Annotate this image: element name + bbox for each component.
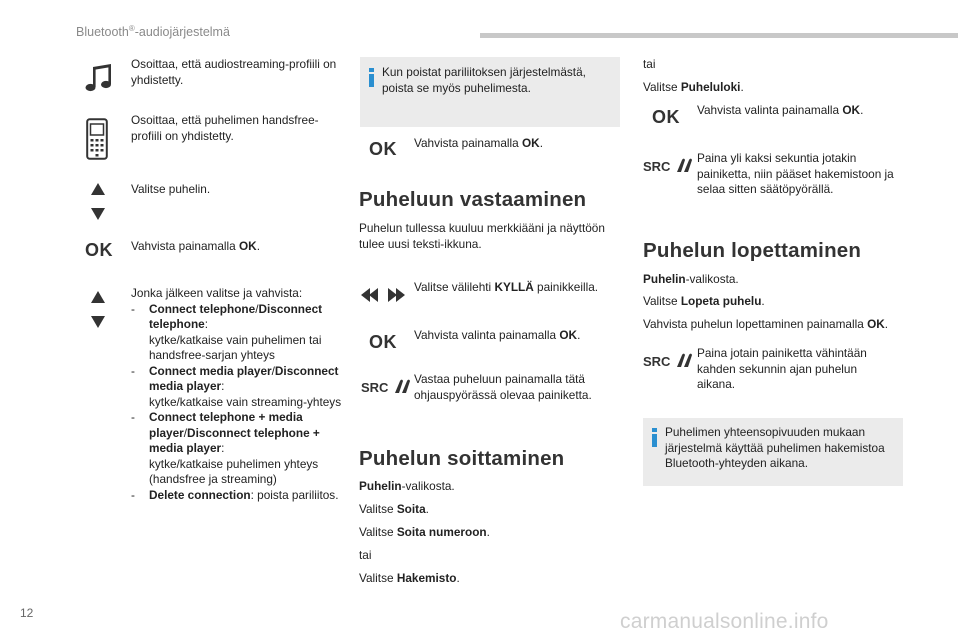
directory-hold-text: Paina yli kaksi sekuntia jotakin painiketta, niin pääset hakemistoon ja selaa sitten säätöpyörällä.: [697, 151, 894, 196]
phone-icon: [86, 118, 108, 160]
handsfree-profile-text: Osoittaa, että puhelimen handsfree-profiili on yhdistetty.: [131, 113, 319, 143]
confirm-ok-text: Vahvista valinta painamalla OK.: [414, 328, 581, 342]
select-phone-text: Valitse puhelin.: [131, 182, 211, 196]
phone-menu-text: Puhelin-valikosta.: [643, 272, 739, 286]
heading-end-call: Puhelun lopettaminen: [643, 239, 862, 262]
src-phone-button-icon: SRC: [643, 157, 693, 176]
page-number: 12: [20, 606, 34, 620]
unpair-note-text: Kun poistat pariliitoksen järjestelmästä, poista se myös puhelimesta.: [382, 65, 586, 95]
select-dial-number-text: Valitse Soita numeroon.: [359, 525, 490, 539]
list-item: - Connect telephone + media player/Disconnect telephone + media player: kytke/katkaise puhelimen yhteys (handsfree ja streaming): [131, 410, 320, 486]
answer-call-text: Puhelun tullessa kuuluu merkkiääni ja näyttöön tulee uusi teksti-ikkuna.: [359, 221, 605, 251]
info-note-box: [643, 418, 903, 486]
left-right-arrows-icon: [361, 287, 405, 303]
list-item: - Connect telephone/Disconnect telephone: kytke/katkaise vain puhelimen tai handsfree-sarjan yhteys: [131, 301, 323, 362]
music-note-icon: [84, 62, 114, 94]
ok-button-icon: OK: [85, 240, 113, 260]
audio-profile-text: Osoittaa, että audiostreaming-profiili on yhdistetty.: [131, 57, 337, 87]
ok-button-icon: OK: [369, 332, 397, 352]
connection-list: [131, 302, 343, 504]
confirm-ok-text: Vahvista painamalla OK.: [131, 239, 260, 253]
compatibility-note-text: Puhelimen yhteensopivuuden mukaan järjestelmä käyttää puhelimen hakemistoa Bluetooth-yhteyden aikana.: [665, 425, 885, 470]
up-down-arrows-icon: [90, 183, 106, 221]
watermark: carmanualsonline.info: [620, 610, 829, 633]
select-tab-text: Valitse välilehti KYLLÄ painikkeilla.: [414, 280, 599, 294]
end-call-hold-text: Paina jotain painiketta vähintään kahden sekunnin ajan puhelun aikana.: [697, 346, 867, 391]
list-item: - Delete connection: poista pariliitos.: [131, 487, 339, 502]
info-note-box: [360, 57, 620, 127]
select-directory-text: Valitse Hakemisto.: [359, 571, 460, 585]
heading-make-call: Puhelun soittaminen: [359, 447, 565, 470]
confirm-ok-text: Vahvista valinta painamalla OK.: [697, 103, 864, 117]
list-item: - Connect media player/Disconnect media player: kytke/katkaise vain streaming-yhteys: [131, 363, 342, 409]
or-text: tai: [359, 548, 372, 562]
select-end-call-text: Valitse Lopeta puhelu.: [643, 294, 765, 308]
up-down-arrows-icon: [90, 291, 106, 329]
info-icon: [652, 428, 657, 432]
phone-menu-text: Puhelin-valikosta.: [359, 479, 455, 493]
ok-button-icon: OK: [369, 139, 397, 159]
ok-button-icon: OK: [652, 107, 680, 127]
header-bar: [480, 33, 958, 38]
confirm-ok-text: Vahvista painamalla OK.: [414, 136, 543, 150]
or-text: tai: [643, 57, 656, 71]
connection-options: [131, 286, 343, 503]
select-call-log-text: Valitse Puheluloki.: [643, 80, 744, 94]
src-phone-button-icon: SRC: [361, 378, 411, 397]
heading-answer-call: Puheluun vastaaminen: [359, 188, 587, 211]
confirm-end-call-text: Vahvista puhelun lopettaminen painamalla OK.: [643, 317, 889, 331]
page-header-title: Bluetooth®-audiojärjestelmä: [76, 24, 230, 40]
connection-intro: Jonka jälkeen valitse ja vahvista:: [131, 286, 303, 300]
src-phone-button-icon: SRC: [643, 352, 693, 371]
info-icon: [369, 68, 374, 72]
select-call-text: Valitse Soita.: [359, 502, 429, 516]
answer-button-text: Vastaa puheluun painamalla tätä ohjauspyörässä olevaa painiketta.: [414, 372, 592, 402]
